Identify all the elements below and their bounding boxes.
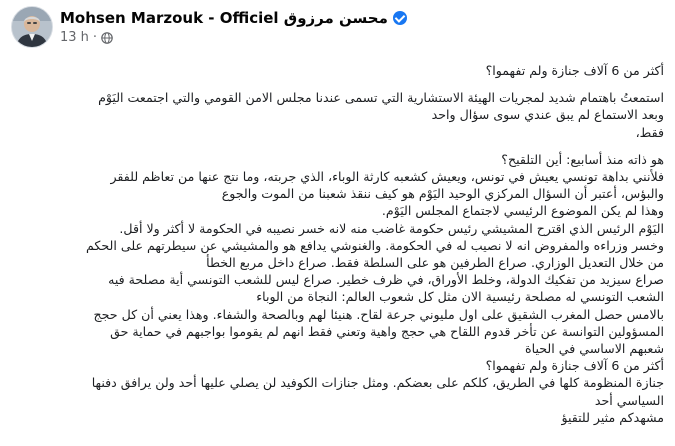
post-line: استمعتُ باهتمام شديد لمجريات الهيئة الاستشارية التي تسمى عندنا مجلس الامن القومي والتي اجتمعت اليَوْم [98,90,664,106]
post-timestamp[interactable]: 13 h [60,30,89,45]
post-line: وبعد الاستماع لم يبق عندي سوى سؤال واحد [431,107,664,123]
globe-icon [101,32,113,44]
post-line: بالامس حصل المغرب الشقيق على اول مليوني جرعة لقاح. هنيئا لهم وبالصحة والشفاء. وهذا يعني أن كل حجج [93,306,664,322]
post-line: وخسر وزراءه والمفروض انه لا نصيب له في الحكومة. والغنوشي يدافع هو والمشيشي عن سيطرتهم على الحكم [86,237,664,253]
avatar[interactable] [11,6,53,48]
post-line: وهذا لم يكن الموضوع الرئيسي لاجتماع المجلس اليَوْم. [381,203,664,219]
post-line: اليَوْم الرئيس الذي اقترح المشيشي رئيس حكومة غاضب منه لانه خسر نصيبه في الحكومة لا أكثر ولا أقل. [119,220,664,236]
post-line: من خلال التعديل الوزاري. صراع الطرفين هو على السلطة فقط. صراع داخل مربع الخطأ [206,255,664,271]
post-body [14,52,664,426]
separator-dot: · [92,30,98,45]
author-name[interactable]: Mohsen Marzouk - Officiel محسن مرزوق [60,9,388,27]
post-line: جنازة المنظومة كلها في الطريق، كلكم على بعضكم. ومثل جنازات الكوفيد لن يصلي عليها أحد ولن يرافق دفنها [91,375,664,391]
post-line: الشعب التونسي له مصلحة رئيسية الان مثل كل شعوب العالم: النجاة من الوباء [256,289,664,305]
post-line: أكثر من 6 آلاف جنازة ولم تفهموا؟ [485,358,664,374]
post-line: السياسي أحد [594,392,664,408]
post-line: صراع سيزيد من تفكيك الدولة، وخلط الأوراق، في ظرف خطير. صراع ليس للشعب التونسي أية مصلحة فيه [108,272,664,288]
post-line: والبؤس، أعتبر أن السؤال المركزي الوحيد اليَوْم هو كيف ننقذ شعبنا من الموت والجوع [221,186,664,202]
post-header [0,0,675,52]
post-line: فلأنني بداهة تونسي يعيش في تونس، ويعيش كشعبه كارثة الوباء، الذي جربته، وما نتج عنها من تعاظم للفقر [110,169,664,185]
author-row [60,8,407,28]
post-line: مشهدكم مثير للتقيؤ [561,409,664,425]
post-line: شعبهم الاساسي في الحياة [525,341,664,357]
post-meta [60,30,113,45]
post-line: هو ذاته منذ أسابيع: أين التلقيح؟ [501,151,664,167]
verified-badge-icon [393,11,407,25]
post-line: أكثر من 6 آلاف جنازة ولم تفهموا؟ [485,63,664,78]
post-line: المسؤولين التوانسة عن تأخر قدوم اللقاح هي حجج واهية وتعني فقط انهم لم يقوموا بواجبهم في حماية حق [110,323,664,339]
post-line: فقط، [635,124,664,140]
profile-photo [12,7,52,47]
